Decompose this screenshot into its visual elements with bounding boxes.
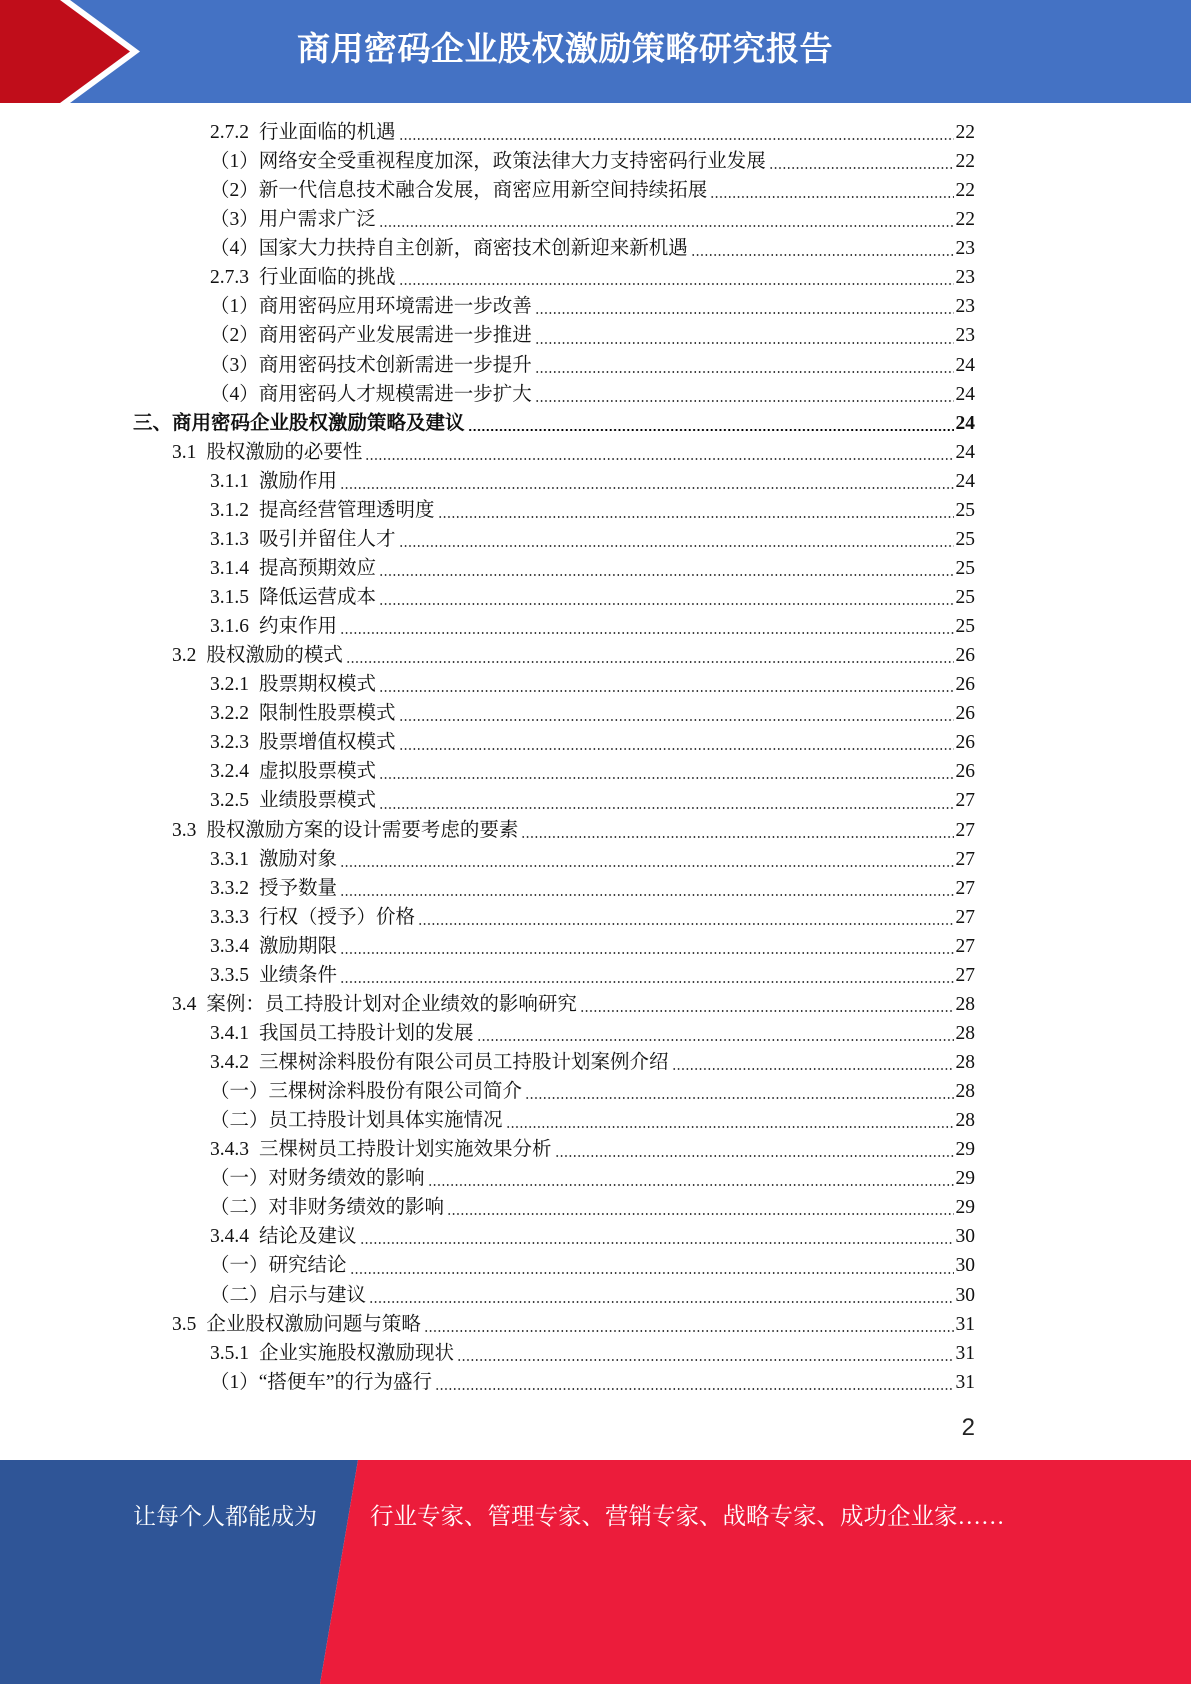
toc-entry-page: 26 bbox=[955, 761, 975, 783]
toc-entry-title: 案例：员工持股计划对企业绩效的影响研究 bbox=[206, 993, 577, 1015]
dot-leader bbox=[360, 1242, 954, 1244]
toc-subsection-entry bbox=[0, 903, 975, 932]
toc-subsection-entry bbox=[0, 1339, 975, 1368]
footer-red-block bbox=[320, 1460, 1191, 1684]
dot-leader bbox=[691, 254, 954, 256]
toc-subsection-entry bbox=[0, 380, 975, 409]
toc-entry-title: 企业实施股权激励现状 bbox=[259, 1342, 455, 1364]
dot-leader bbox=[710, 196, 953, 198]
dot-leader bbox=[340, 865, 953, 867]
toc-entry-page: 29 bbox=[955, 1197, 975, 1219]
toc-section-entry bbox=[0, 641, 975, 670]
toc-subsection-entry bbox=[0, 786, 975, 815]
dot-leader bbox=[457, 1359, 953, 1361]
dot-leader bbox=[379, 807, 953, 809]
footer-background bbox=[0, 1460, 1191, 1684]
dot-leader bbox=[399, 719, 954, 721]
toc-entry-page: 27 bbox=[955, 790, 975, 812]
toc-subsection-entry bbox=[0, 321, 975, 350]
toc-entry-title: 授予数量 bbox=[259, 877, 338, 899]
footer-slogan-right: 行业专家、管理专家、营销专家、战略专家、成功企业家…… bbox=[370, 1504, 1005, 1530]
toc-entry-number: 3.4.4 bbox=[210, 1226, 249, 1248]
toc-entry-number: 3.2 bbox=[172, 645, 197, 667]
toc-entry-title: （3）用户需求广泛 bbox=[210, 209, 376, 231]
toc-entry-title: 激励作用 bbox=[259, 470, 338, 492]
toc-subsection-entry bbox=[0, 147, 975, 176]
dot-leader bbox=[340, 487, 953, 489]
toc-entry-page: 29 bbox=[955, 1139, 975, 1161]
toc-entry-page: 27 bbox=[955, 848, 975, 870]
dot-leader bbox=[672, 1068, 954, 1070]
toc-entry-number: 3.1.5 bbox=[210, 587, 249, 608]
toc-entry-number: 3.1 bbox=[172, 441, 197, 463]
toc-subsection-entry bbox=[0, 525, 975, 554]
dot-leader bbox=[379, 225, 954, 227]
dot-leader bbox=[346, 661, 954, 663]
toc-entry-title: 三棵树员工持股计划实施效果分析 bbox=[259, 1139, 552, 1161]
toc-entry-number: 3.3.2 bbox=[210, 877, 249, 899]
dot-leader bbox=[428, 1184, 954, 1186]
toc-subsection-entry bbox=[0, 757, 975, 786]
toc-entry-title: 限制性股票模式 bbox=[259, 703, 396, 725]
toc-entry-title: （1）“搭便车”的行为盛行 bbox=[210, 1371, 433, 1393]
dot-leader bbox=[438, 516, 954, 518]
toc-entry-page: 24 bbox=[955, 441, 975, 463]
toc-entry-title: 股票增值权模式 bbox=[259, 732, 396, 754]
dot-leader bbox=[525, 1097, 953, 1099]
toc-entry-page: 31 bbox=[955, 1342, 975, 1364]
toc-entry-page: 22 bbox=[955, 151, 975, 173]
toc-entry-title: （二）启示与建议 bbox=[210, 1284, 367, 1306]
toc-entry-title: （二）对非财务绩效的影响 bbox=[210, 1197, 445, 1219]
toc-entry-page: 25 bbox=[955, 499, 975, 521]
dot-leader bbox=[340, 952, 953, 954]
toc-subsection-entry bbox=[0, 467, 975, 496]
toc-section-entry bbox=[0, 990, 975, 1019]
toc-entry-number: 3.3.1 bbox=[210, 848, 249, 870]
toc-entry-page: 29 bbox=[955, 1168, 975, 1190]
toc-entry-page: 26 bbox=[955, 674, 975, 696]
toc-entry-page: 27 bbox=[955, 877, 975, 899]
toc-entry-page: 23 bbox=[955, 296, 975, 318]
toc-section-entry bbox=[0, 816, 975, 845]
toc-entry-number: 3.3.4 bbox=[210, 935, 249, 957]
toc-entry-title: 行业面临的机遇 bbox=[259, 122, 396, 143]
toc-entry-title: 业绩条件 bbox=[259, 964, 338, 986]
toc-entry-page: 28 bbox=[955, 1110, 975, 1132]
toc-entry-title: （一）研究结论 bbox=[210, 1255, 347, 1277]
toc-entry-page: 25 bbox=[955, 587, 975, 608]
toc-entry-number: 3.4 bbox=[172, 993, 197, 1015]
dot-leader bbox=[399, 545, 954, 547]
dot-leader bbox=[521, 836, 953, 838]
toc-subsection-entry bbox=[0, 1193, 975, 1222]
toc-chapter-entry bbox=[0, 409, 975, 438]
toc-subsection-entry bbox=[0, 1135, 975, 1164]
toc-entry-page: 28 bbox=[955, 1052, 975, 1073]
toc-entry-number: 3.2.4 bbox=[210, 761, 249, 783]
header-band bbox=[0, 0, 1191, 103]
toc-entry-number: 2.7.3 bbox=[210, 267, 249, 289]
toc-entry-page: 31 bbox=[955, 1313, 975, 1335]
toc-entry-page: 23 bbox=[955, 238, 975, 260]
toc-entry-title: 激励期限 bbox=[259, 935, 338, 957]
toc-section-entry bbox=[0, 438, 975, 467]
dot-leader bbox=[506, 1126, 954, 1128]
toc-entry-page: 25 bbox=[955, 557, 975, 579]
toc-subsection-entry bbox=[0, 1368, 975, 1397]
toc-subsection-entry bbox=[0, 1281, 975, 1310]
toc-entry-page: 26 bbox=[955, 703, 975, 725]
dot-leader bbox=[369, 1301, 953, 1303]
toc-entry-title: 约束作用 bbox=[259, 616, 338, 638]
toc-entry-title: （2）新一代信息技术融合发展，商密应用新空间持续拓展 bbox=[210, 180, 708, 202]
toc-entry-title: 降低运营成本 bbox=[259, 587, 377, 608]
toc-subsection-entry bbox=[0, 292, 975, 321]
dot-leader bbox=[418, 923, 953, 925]
dot-leader bbox=[477, 1039, 954, 1041]
toc-entry-number: 3.5 bbox=[172, 1313, 197, 1335]
toc-subsection-entry bbox=[0, 1106, 975, 1135]
toc-subsection-entry bbox=[0, 932, 975, 961]
toc-entry-title: 吸引并留住人才 bbox=[259, 528, 396, 550]
toc-entry-page: 25 bbox=[955, 616, 975, 638]
dot-leader bbox=[379, 574, 953, 576]
dot-leader bbox=[468, 429, 954, 431]
dot-leader bbox=[535, 400, 954, 402]
toc-entry-title: （3）商用密码技术创新需进一步提升 bbox=[210, 354, 532, 376]
toc-subsection-entry bbox=[0, 554, 975, 583]
toc-subsection-entry bbox=[0, 612, 975, 641]
toc-subsection-entry bbox=[0, 961, 975, 990]
toc-entry-number: 3.1.4 bbox=[210, 557, 249, 579]
toc-entry-page: 30 bbox=[955, 1284, 975, 1306]
toc-subsection-entry bbox=[0, 176, 975, 205]
toc-entry-title: 虚拟股票模式 bbox=[259, 761, 377, 783]
dot-leader bbox=[399, 283, 954, 285]
toc-entry-page: 23 bbox=[955, 325, 975, 347]
toc-entry-number: 3.4.3 bbox=[210, 1139, 249, 1161]
dot-leader bbox=[365, 458, 953, 460]
toc-entry-title: 股票期权模式 bbox=[259, 674, 377, 696]
toc-entry-page: 24 bbox=[955, 412, 975, 434]
toc-entry-title: 提高经营管理透明度 bbox=[259, 499, 435, 521]
toc-entry-title: （4）商用密码人才规模需进一步扩大 bbox=[210, 383, 532, 405]
toc-entry-number: 3.3.5 bbox=[210, 964, 249, 986]
toc-entry-number: 3.1.3 bbox=[210, 528, 249, 550]
toc-entry-title: 股权激励方案的设计需要考虑的要素 bbox=[206, 819, 519, 841]
dot-leader bbox=[555, 1155, 954, 1157]
toc-entry-page: 28 bbox=[955, 1022, 975, 1044]
toc-entry-title: （4）国家大力扶持自主创新，商密技术创新迎来新机遇 bbox=[210, 238, 688, 260]
toc-subsection-entry bbox=[0, 263, 975, 292]
footer-slogan-left: 让每个人都能成为 bbox=[133, 1504, 317, 1529]
table-of-contents bbox=[0, 118, 975, 1397]
toc-entry-title: 股权激励的必要性 bbox=[206, 441, 363, 463]
dot-leader bbox=[769, 167, 954, 169]
toc-subsection-entry bbox=[0, 234, 975, 263]
toc-entry-title: 三棵树涂料股份有限公司员工持股计划案例介绍 bbox=[259, 1052, 669, 1073]
toc-entry-number: 3.5.1 bbox=[210, 1342, 249, 1364]
toc-entry-number: 3.3.3 bbox=[210, 906, 249, 928]
toc-subsection-entry bbox=[0, 874, 975, 903]
toc-entry-page: 22 bbox=[955, 122, 975, 143]
dot-leader bbox=[350, 1272, 954, 1274]
toc-entry-number: 3.1.6 bbox=[210, 616, 249, 638]
toc-section-entry bbox=[0, 1310, 975, 1339]
toc-entry-title: 激励对象 bbox=[259, 848, 338, 870]
toc-entry-page: 28 bbox=[955, 993, 975, 1015]
toc-subsection-entry bbox=[0, 699, 975, 728]
toc-entry-number: 3.1.2 bbox=[210, 499, 249, 521]
toc-entry-title: （2）商用密码产业发展需进一步推进 bbox=[210, 325, 532, 347]
toc-entry-title: （二）员工持股计划具体实施情况 bbox=[210, 1110, 503, 1132]
toc-subsection-entry bbox=[0, 118, 975, 147]
toc-entry-title: 股权激励的模式 bbox=[206, 645, 343, 667]
dot-leader bbox=[379, 777, 953, 779]
toc-entry-title: （1）商用密码应用环境需进一步改善 bbox=[210, 296, 532, 318]
toc-entry-number: 3.4.1 bbox=[210, 1022, 249, 1044]
dot-leader bbox=[340, 632, 953, 634]
dot-leader bbox=[580, 1010, 954, 1012]
toc-entry-number: 3.2.5 bbox=[210, 790, 249, 812]
toc-entry-number: 3.4.2 bbox=[210, 1052, 249, 1073]
toc-entry-number: 3.2.3 bbox=[210, 732, 249, 754]
page-number: 2 bbox=[961, 1414, 975, 1441]
dot-leader bbox=[535, 371, 954, 373]
toc-subsection-entry bbox=[0, 351, 975, 380]
dot-leader bbox=[379, 690, 953, 692]
dot-leader bbox=[424, 1330, 954, 1332]
toc-entry-number: 2.7.2 bbox=[210, 122, 249, 143]
toc-entry-title: 业绩股票模式 bbox=[259, 790, 377, 812]
dot-leader bbox=[447, 1213, 953, 1215]
dot-leader bbox=[399, 748, 954, 750]
toc-entry-number: 3.2.2 bbox=[210, 703, 249, 725]
toc-entry-page: 22 bbox=[955, 209, 975, 231]
footer-blue-block bbox=[0, 1460, 358, 1684]
dot-leader bbox=[379, 603, 953, 605]
toc-subsection-entry bbox=[0, 1077, 975, 1106]
footer-band bbox=[0, 1460, 1191, 1684]
dot-leader bbox=[340, 894, 953, 896]
toc-entry-page: 26 bbox=[955, 732, 975, 754]
report-title: 商用密码企业股权激励策略研究报告 bbox=[297, 29, 833, 68]
toc-entry-title: 结论及建议 bbox=[259, 1226, 357, 1248]
toc-entry-page: 27 bbox=[955, 935, 975, 957]
toc-entry-number: 3.2.1 bbox=[210, 674, 249, 696]
toc-entry-title: （一）对财务绩效的影响 bbox=[210, 1168, 425, 1190]
toc-entry-page: 24 bbox=[955, 354, 975, 376]
toc-entry-page: 24 bbox=[955, 383, 975, 405]
toc-entry-page: 23 bbox=[955, 267, 975, 289]
toc-subsection-entry bbox=[0, 728, 975, 757]
toc-entry-page: 28 bbox=[955, 1081, 975, 1103]
toc-entry-page: 22 bbox=[955, 180, 975, 202]
dot-leader bbox=[435, 1388, 953, 1390]
toc-subsection-entry bbox=[0, 583, 975, 612]
toc-entry-title: 提高预期效应 bbox=[259, 557, 377, 579]
toc-entry-number: 3.1.1 bbox=[210, 470, 249, 492]
toc-entry-page: 27 bbox=[955, 819, 975, 841]
toc-entry-number: 3.3 bbox=[172, 819, 197, 841]
dot-leader bbox=[340, 981, 953, 983]
toc-subsection-entry bbox=[0, 670, 975, 699]
toc-subsection-entry bbox=[0, 1019, 975, 1048]
toc-entry-title: 行业面临的挑战 bbox=[259, 267, 396, 289]
toc-subsection-entry bbox=[0, 845, 975, 874]
toc-entry-title: （一）三棵树涂料股份有限公司简介 bbox=[210, 1081, 523, 1103]
toc-entry-page: 30 bbox=[955, 1255, 975, 1277]
toc-entry-title: 三、商用密码企业股权激励策略及建议 bbox=[133, 412, 465, 434]
toc-entry-title: 我国员工持股计划的发展 bbox=[259, 1022, 474, 1044]
toc-entry-title: 企业股权激励问题与策略 bbox=[206, 1313, 421, 1335]
toc-entry-page: 24 bbox=[955, 470, 975, 492]
toc-subsection-entry bbox=[0, 1164, 975, 1193]
dot-leader bbox=[535, 312, 954, 314]
dot-leader bbox=[399, 138, 954, 140]
toc-subsection-entry bbox=[0, 1251, 975, 1280]
toc-entry-title: 行权（授予）价格 bbox=[259, 906, 416, 928]
toc-entry-page: 31 bbox=[955, 1371, 975, 1393]
toc-entry-page: 25 bbox=[955, 528, 975, 550]
toc-subsection-entry bbox=[0, 496, 975, 525]
toc-subsection-entry bbox=[0, 1048, 975, 1077]
toc-entry-page: 27 bbox=[955, 964, 975, 986]
toc-subsection-entry bbox=[0, 1222, 975, 1251]
toc-entry-title: （1）网络安全受重视程度加深，政策法律大力支持密码行业发展 bbox=[210, 151, 766, 173]
toc-entry-page: 30 bbox=[955, 1226, 975, 1248]
toc-subsection-entry bbox=[0, 205, 975, 234]
toc-entry-page: 27 bbox=[955, 906, 975, 928]
toc-entry-page: 26 bbox=[955, 645, 975, 667]
dot-leader bbox=[535, 342, 954, 344]
